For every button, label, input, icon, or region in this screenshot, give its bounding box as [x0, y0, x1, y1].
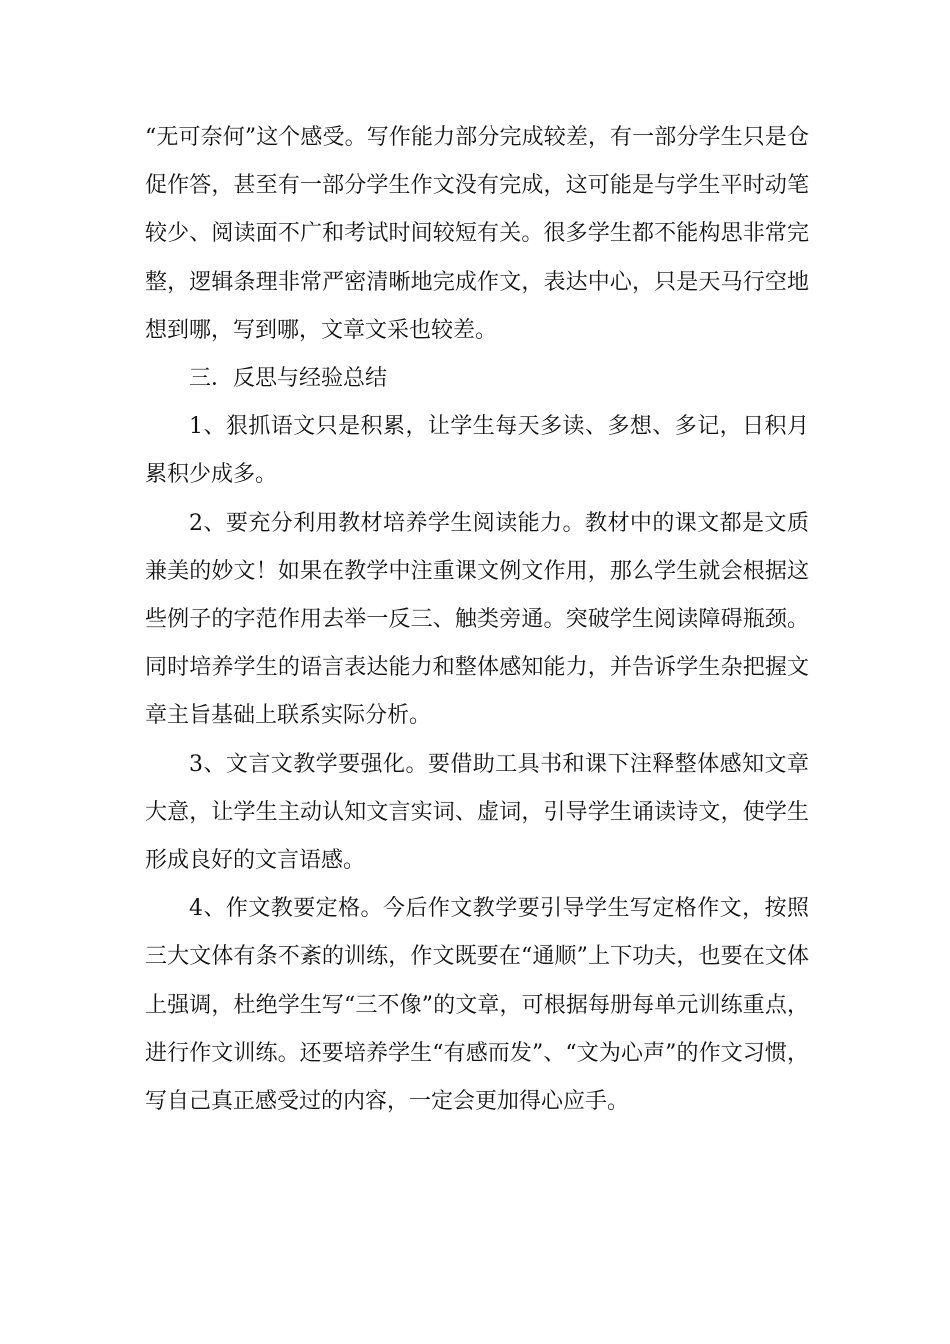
paragraph-point-1: 1、狠抓语文只是积累，让学生每天多读、多想、多记，日积月累积少成多。	[145, 414, 809, 488]
section-heading: 三．反思与经验总结	[189, 366, 388, 392]
paragraph-point-4: 4、作文教要定格。今后作文教学要引导学生写定格作文，按照三大文体有条不紊的训练，作文既要在“通顺”上下功夫，也要在文体上强调，杜绝学生写“三不像”的文章，可根据每册每单元训练重点，进行作文训练。还要培养学生“有感而发”、“文为心声”的作文习惯，写自己真正感受过的内容，一定会更加得心应手。	[145, 896, 809, 1115]
paragraph-point-3: 3、文言文教学要强化。要借助工具书和课下注释整体感知文章大意，让学生主动认知文言实词、虚词，引导学生诵读诗文，使学生形成良好的文言语感。	[145, 751, 809, 874]
document-body	[145, 114, 809, 1126]
paragraph-continuation: “无可奈何”这个感受。写作能力部分完成较差，有一部分学生只是仓促作答，甚至有一部分学生作文没有完成，这可能是与学生平时动笔较少、阅读面不广和考试时间较短有关。很多学生都不能构思非常完整，逻辑条理非常严密清晰地完成作文，表达中心，只是天马行空地想到哪，写到哪，文章文采也较差。	[145, 125, 809, 343]
paragraph-point-2: 2、要充分利用教材培养学生阅读能力。教材中的课文都是文质兼美的妙文！如果在教学中注重课文例文作用，那么学生就会根据这些例子的字范作用去举一反三、触类旁通。突破学生阅读障碍瓶颈。同时培养学生的语言表达能力和整体感知能力，并告诉学生杂把握文章主旨基础上联系实际分析。	[145, 510, 809, 729]
